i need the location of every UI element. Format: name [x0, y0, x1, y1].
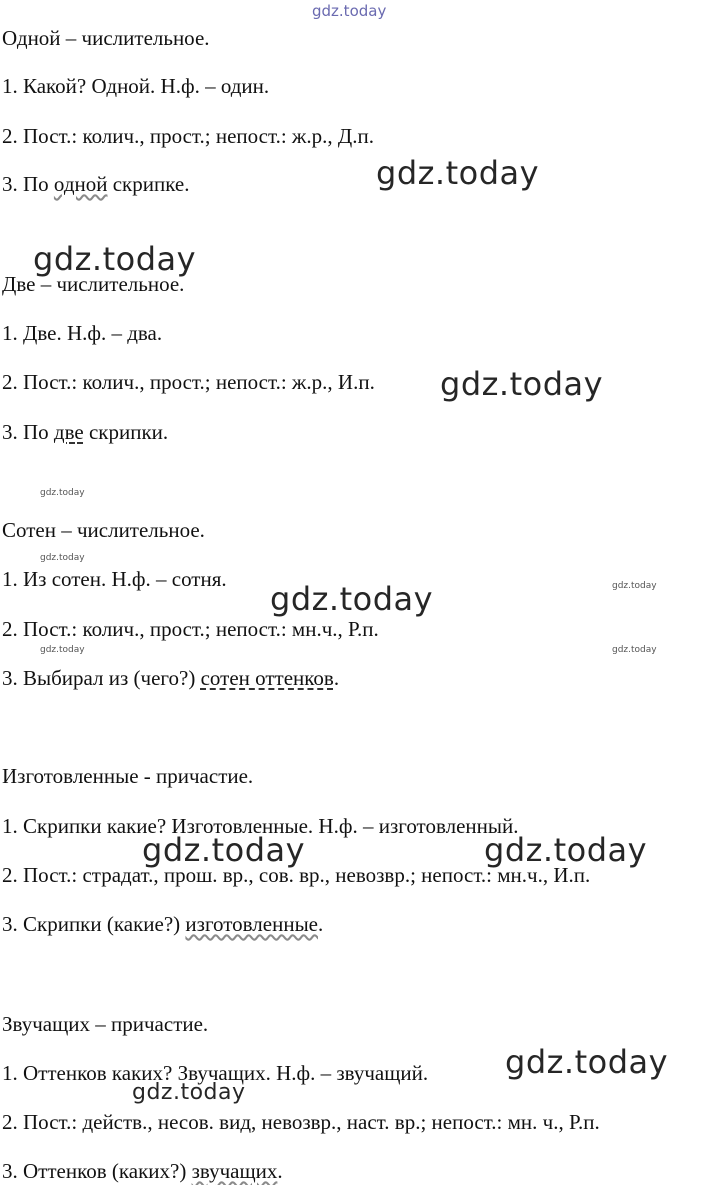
block-3-line-3-prefix: 3. Выбирал из (чего?)	[2, 666, 201, 690]
watermark-small: gdz.today	[40, 488, 85, 498]
block-4-line-3	[2, 912, 323, 936]
watermark-small: gdz.today	[612, 581, 657, 591]
block-4-line-3-prefix: 3. Скрипки (какие?)	[2, 912, 186, 936]
block-3-line-3-suffix: .	[333, 666, 340, 690]
watermark-big: gdz.today	[132, 1080, 246, 1105]
watermark-small: gdz.today	[40, 553, 85, 563]
watermark-big: gdz.today	[33, 240, 197, 278]
watermark-big: gdz.today	[440, 365, 604, 403]
watermark-big: gdz.today	[484, 831, 648, 869]
block-1-line-3	[2, 172, 190, 196]
watermark-small: gdz.today	[40, 645, 85, 655]
block-1-line-3-prefix: 3. По	[2, 172, 54, 196]
block-4-line-3-underlined: изготовленные	[185, 912, 318, 936]
block-4-title: Изготовленные - причастие.	[2, 764, 254, 788]
watermark-big: gdz.today	[376, 154, 540, 192]
watermark-big: gdz.today	[142, 831, 306, 869]
watermark-big: gdz.today	[270, 580, 434, 618]
block-1-line-1: 1. Какой? Одной. Н.ф. – один.	[2, 74, 270, 98]
block-5-line-3-underlined: звучащих	[191, 1159, 278, 1183]
block-5-line-1: 1. Оттенков каких? Звучащих. Н.ф. – звучащий.	[2, 1061, 429, 1085]
block-4-line-1: 1. Скрипки какие? Изготовленные. Н.ф. – изготовленный.	[2, 814, 519, 838]
block-2-line-3-prefix: 3. По	[2, 420, 54, 444]
block-1-line-3-suffix: скрипке.	[107, 172, 190, 196]
block-3-title: Сотен – числительное.	[2, 518, 205, 542]
watermark-big: gdz.today	[505, 1043, 669, 1081]
block-3-line-2: 2. Пост.: колич., прост.; непост.: мн.ч., Р.п.	[2, 617, 379, 641]
block-3-line-3	[2, 666, 339, 690]
block-4-line-3-suffix: .	[318, 912, 324, 936]
block-3-line-1: 1. Из сотен. Н.ф. – сотня.	[2, 567, 227, 591]
block-2-line-2: 2. Пост.: колич., прост.; непост.: ж.р., И.п.	[2, 370, 375, 394]
block-4-line-2: 2. Пост.: страдат., прош. вр., сов. вр., невозвр.; непост.: мн.ч., И.п.	[2, 863, 591, 887]
block-2-line-1: 1. Две. Н.ф. – два.	[2, 321, 163, 345]
block-2-title: Две – числительное.	[2, 272, 185, 296]
block-1-line-2: 2. Пост.: колич., прост.; непост.: ж.р., Д.п.	[2, 124, 374, 148]
watermark-small: gdz.today	[612, 645, 657, 655]
block-5-line-2: 2. Пост.: действ., несов. вид, невозвр., наст. вр.; непост.: мн. ч., Р.п.	[2, 1110, 600, 1134]
block-3-line-3-underlined: сотен оттенков	[200, 666, 334, 690]
block-2-line-3-underlined: две	[53, 420, 84, 444]
block-5-line-3	[2, 1159, 283, 1183]
block-2-line-3-suffix: скрипки.	[83, 420, 169, 444]
block-1-line-3-underlined: одной	[53, 172, 108, 196]
block-5-line-3-prefix: 3. Оттенков (каких?)	[2, 1159, 192, 1183]
block-2-line-3	[2, 420, 168, 444]
block-5-title: Звучащих – причастие.	[2, 1012, 209, 1036]
header-watermark: gdz.today	[312, 2, 387, 20]
block-1-title: Одной – числительное.	[2, 26, 210, 50]
block-5-line-3-suffix: .	[277, 1159, 283, 1183]
